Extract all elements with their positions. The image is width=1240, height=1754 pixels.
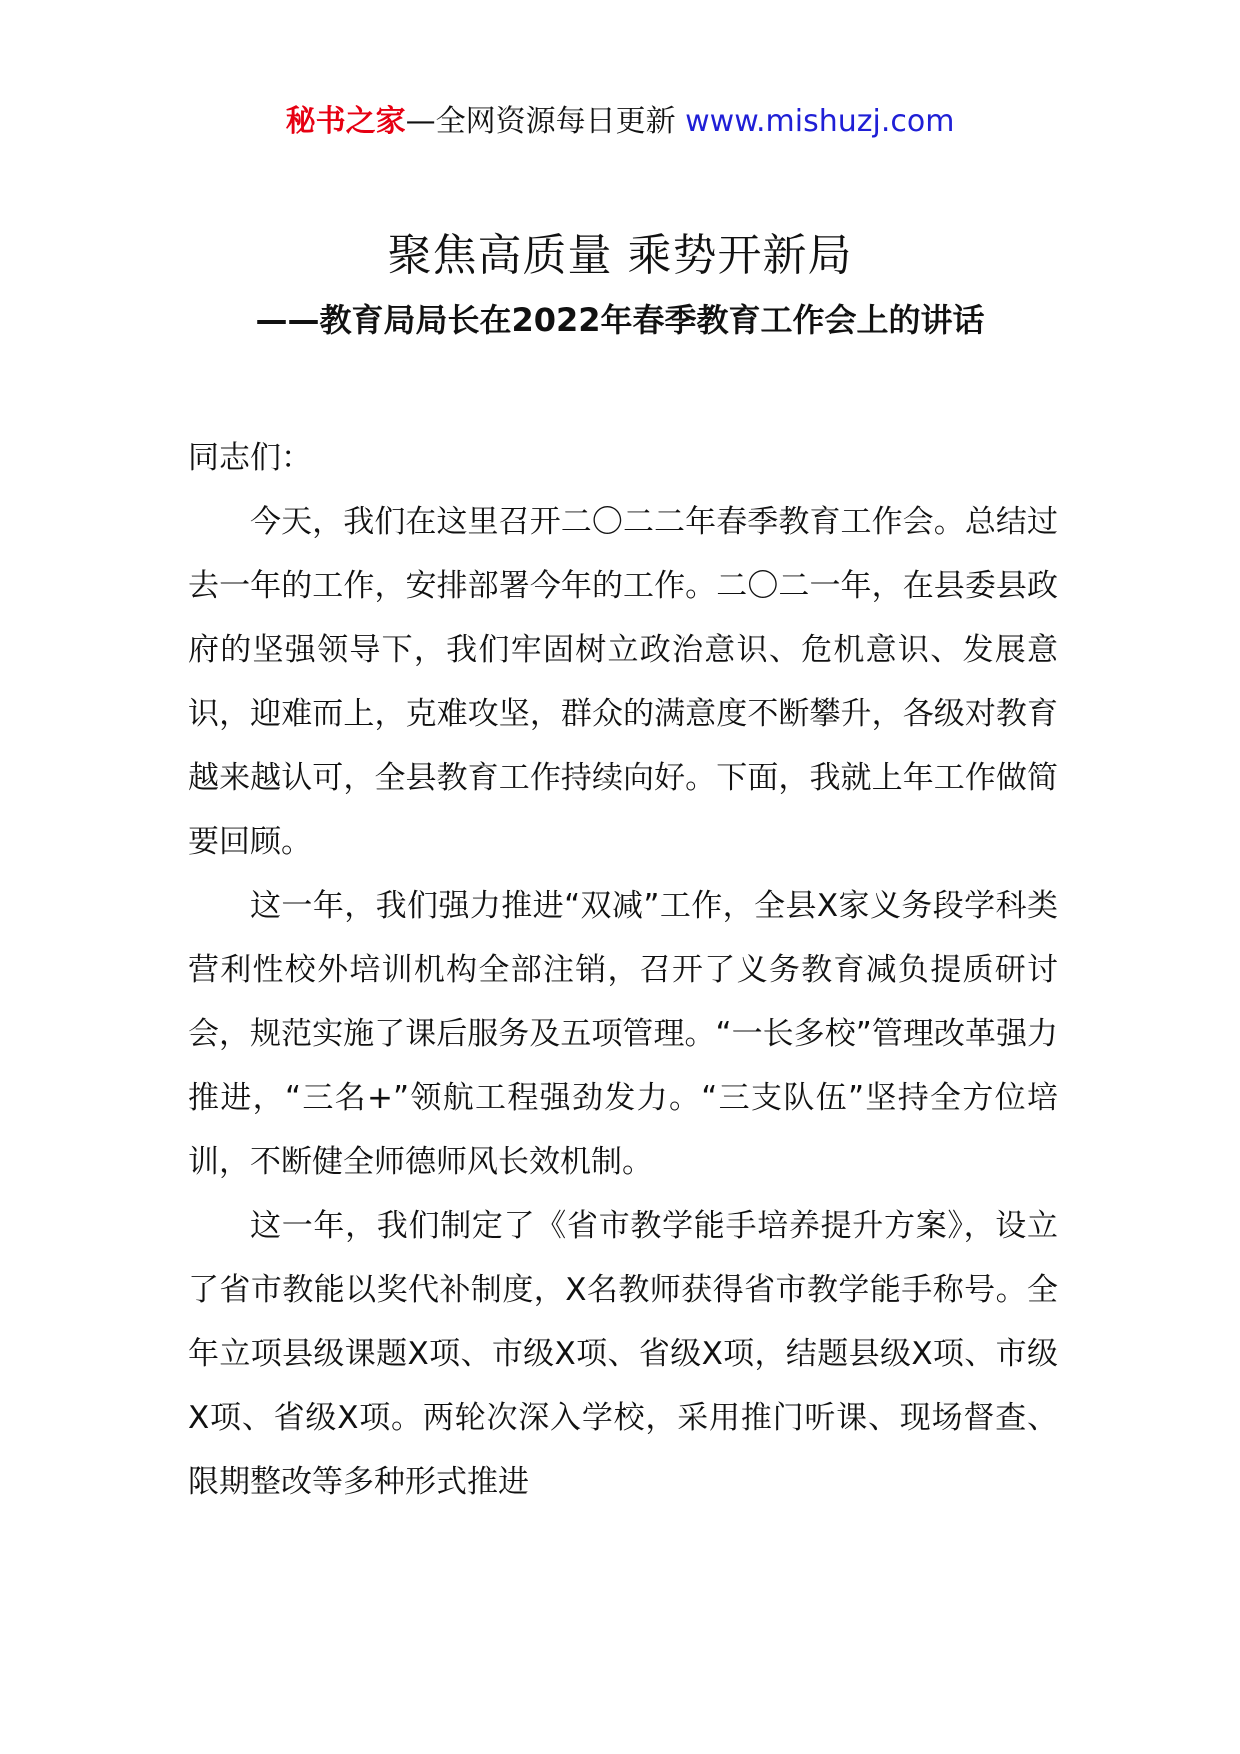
header-slogan: —全网资源每日更新 [405, 104, 676, 139]
site-header [0, 102, 1240, 142]
paragraph: 今天，我们在这里召开二〇二二年春季教育工作会。总结过去一年的工作，安排部署今年的工作。二〇二一年，在县委县政府的坚强领导下，我们牢固树立政治意识、危机意识、发展意识，迎难而上，克难攻坚，群众的满意度不断攀升，各级对教育越来越认可，全县教育工作持续向好。下面，我就上年工作做简要回顾。 [188, 504, 1058, 860]
brand-name: 秘书之家 [285, 104, 406, 139]
paragraph: 这一年，我们制定了《省市教学能手培养提升方案》，设立了省市教能以奖代补制度，X名教师获得省市教学能手称号。全年立项县级课题X项、市级X项、省级X项，结题县级X项、市级X项、省级X项。两轮次深入学校，采用推门听课、现场督查、限期整改等多种形式推进 [188, 1208, 1058, 1500]
document-body [188, 426, 1058, 1514]
salutation: 同志们： [188, 440, 312, 476]
document-subtitle: ——教育局局长在2022年春季教育工作会上的讲话 [255, 301, 985, 339]
paragraph: 这一年，我们强力推进“双减”工作，全县X家义务段学科类营利性校外培训机构全部注销，召开了义务教育减负提质研讨会，规范实施了课后服务及五项管理。“一长多校”管理改革强力推进，“三名+”领航工程强劲发力。“三支队伍”坚持全方位培训，不断健全师德师风长效机制。 [188, 888, 1058, 1180]
document-title: 聚焦高质量 乘势开新局 [387, 230, 853, 281]
website-link[interactable]: www.mishuzj.com [685, 104, 955, 139]
